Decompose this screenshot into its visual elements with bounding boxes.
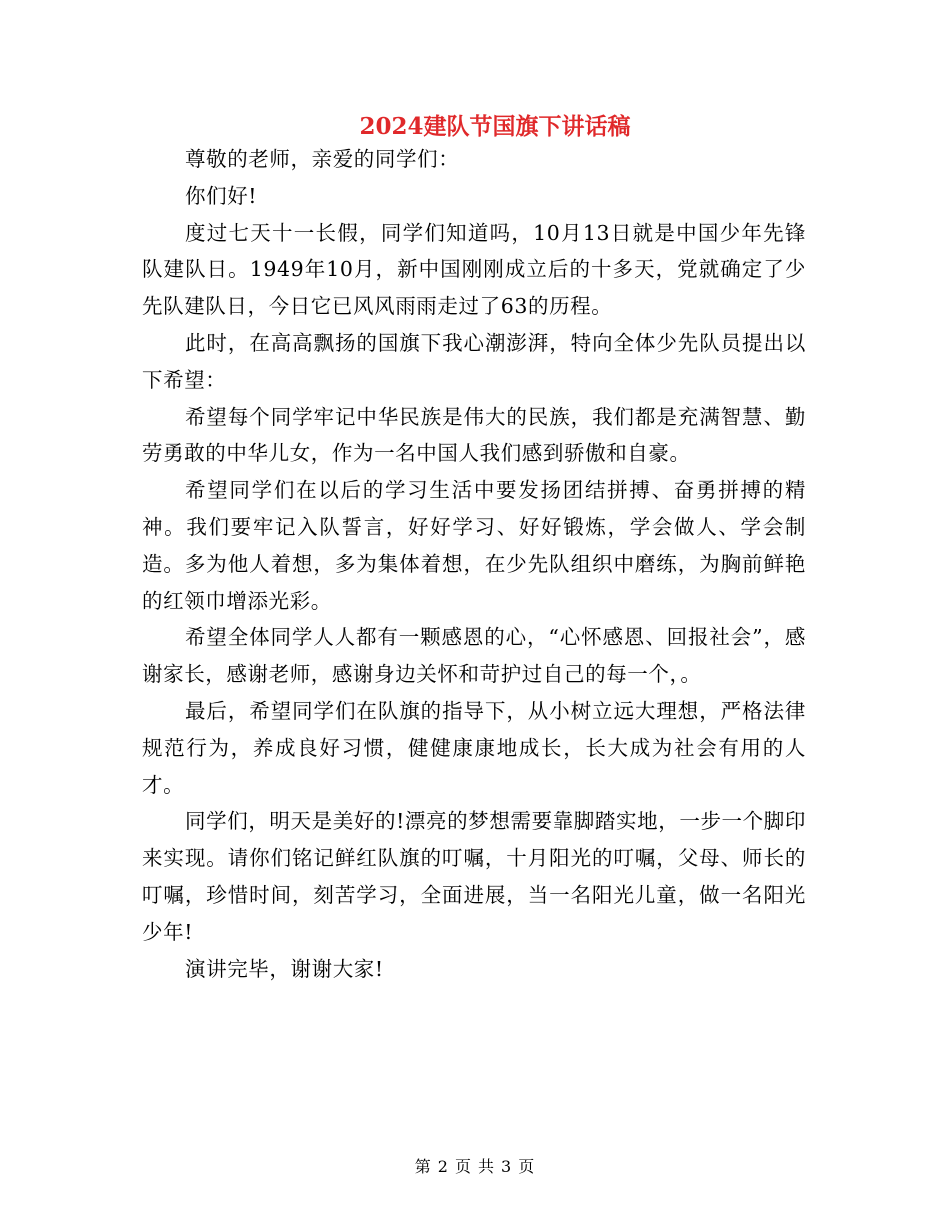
paragraph-hope-spirit: 希望同学们在以后的学习生活中要发扬团结拼搏、奋勇拼搏的精神。我们要牢记入队誓言，好好学习、好好锻炼，学会做人、学会制造。多为他人着想，多为集体着想，在少先队组织中磨练，为胸前鲜艳的红领巾增添光彩。 — [142, 478, 806, 613]
footer-suffix: 页 — [518, 1157, 536, 1176]
footer-prefix: 第 — [414, 1157, 432, 1176]
paragraph-founding-day: 度过七天十一长假，同学们知道吗，10月13日就是中国少年先锋队建队日。1949年10月，新中国刚刚成立后的十多天，党就确定了少先队建队日，今日它已风风雨雨走过了63的历程。 — [142, 220, 806, 319]
paragraph-hopes-intro: 此时，在高高飘扬的国旗下我心潮澎湃，特向全体少先队员提出以下希望： — [142, 330, 806, 392]
paragraph-closing: 演讲完毕，谢谢大家! — [185, 956, 384, 981]
document-body — [142, 141, 806, 987]
paragraph-hope-gratitude: 希望全体同学人人都有一颗感恩的心，“心怀感恩、回报社会”，感谢家长，感谢老师，感谢身边关怀和苛护过自己的每一个，。 — [142, 625, 806, 687]
page-footer — [0, 1154, 950, 1177]
paragraph-salutation: 尊敬的老师，亲爱的同学们： — [185, 147, 460, 171]
paragraph-tomorrow: 同学们，明天是美好的!漂亮的梦想需要靠脚踏实地，一步一个脚印来实现。请你们铭记鲜红队旗的叮嘱，十月阳光的叮嘱，父母、师长的叮嘱，珍惜时间，刻苦学习，全面进展，当一名阳光儿童，做一名阳光少年! — [142, 809, 806, 944]
footer-middle: 页 共 — [454, 1157, 496, 1176]
footer-total-pages: 3 — [501, 1157, 513, 1176]
document-title: 2024建队节国旗下讲话稿 — [359, 113, 631, 140]
paragraph-greeting: 你们好! — [185, 183, 258, 208]
footer-page-number: 2 — [437, 1157, 449, 1176]
paragraph-hope-nation: 希望每个同学牢记中华民族是伟大的民族，我们都是充满智慧、勤劳勇敢的中华儿女，作为一名中国人我们感到骄傲和自豪。 — [142, 404, 806, 466]
paragraph-hope-ideals: 最后，希望同学们在队旗的指导下，从小树立远大理想，严格法律规范行为，养成良好习惯，健健康康地成长，长大成为社会有用的人才。 — [142, 698, 806, 797]
